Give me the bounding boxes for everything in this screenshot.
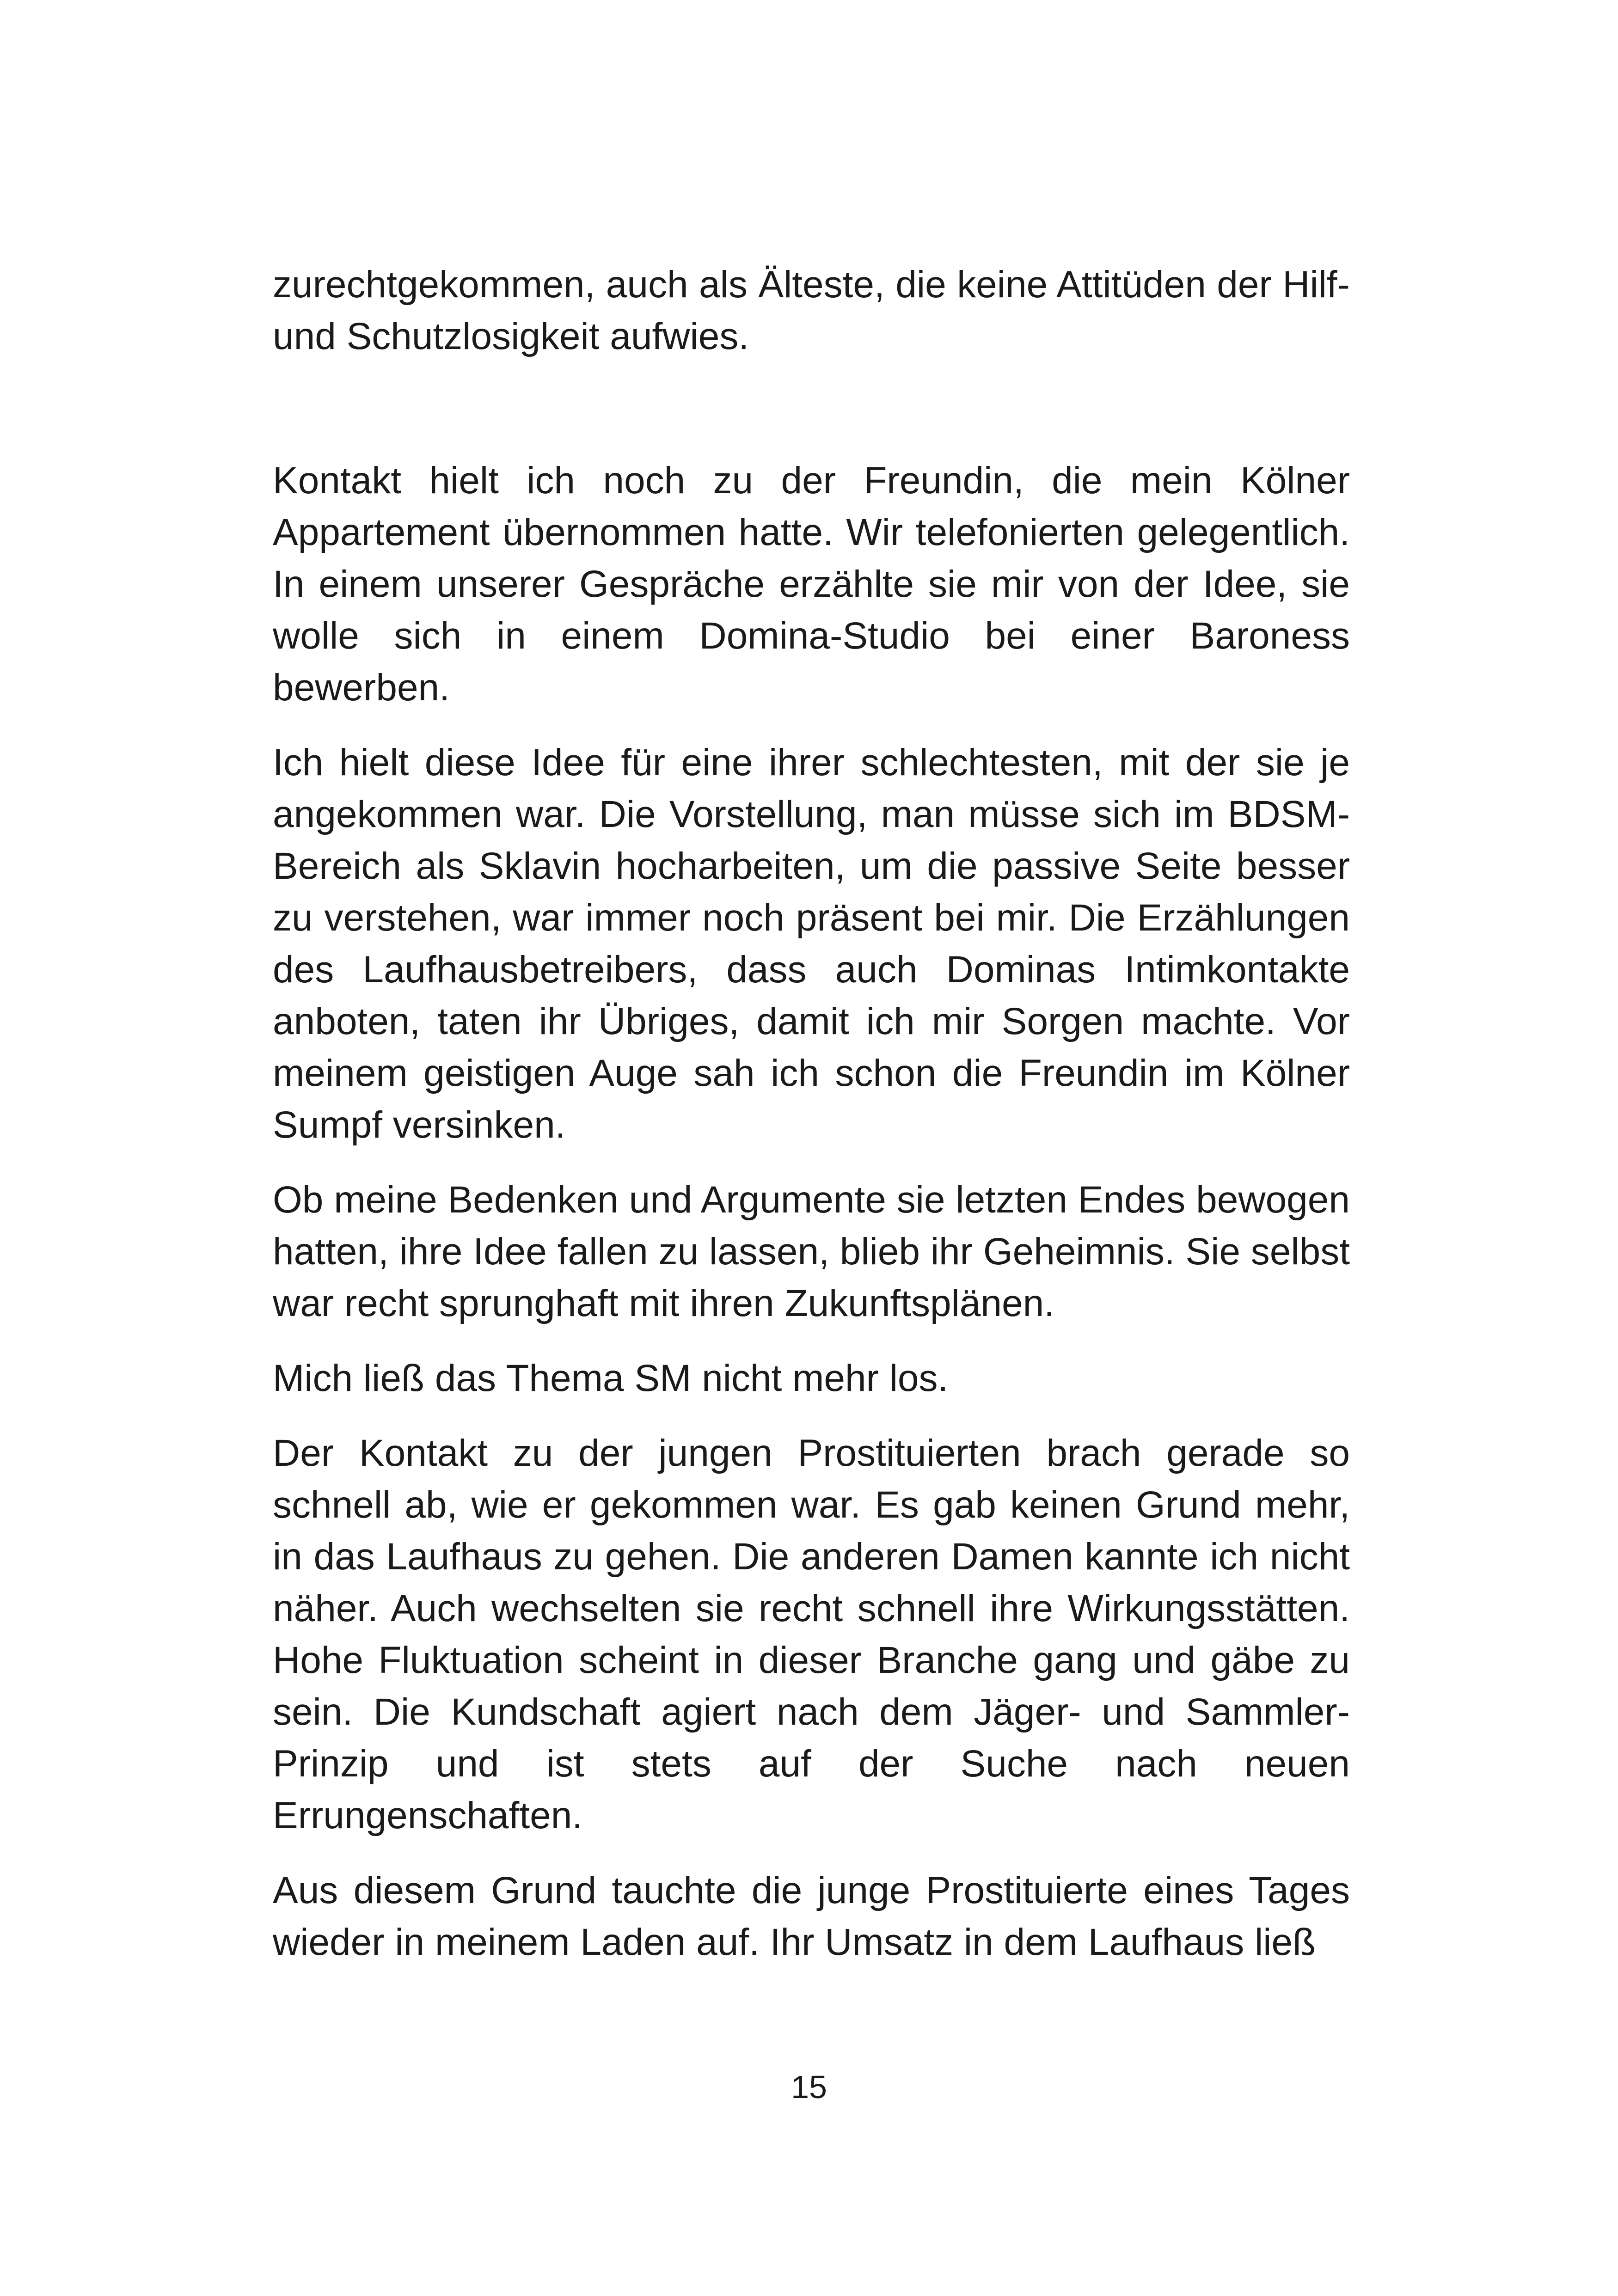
paragraph-7: Aus diesem Grund tauchte die junge Prostituierte eines Tages wieder in meinem Laden auf. Ihr Umsatz in dem Laufhaus ließ: [273, 1869, 1350, 1963]
page-number: 15: [791, 2069, 827, 2105]
body-text: [273, 259, 1350, 1991]
paragraph-4: Ob meine Bedenken und Argumente sie letzten Endes bewogen hatten, ihre Idee fallen zu lassen, blieb ihr Geheimnis. Sie selbst war recht sprunghaft mit ihren Zukunftsplänen.: [273, 1179, 1350, 1324]
paragraph-1: zurechtgekommen, auch als Älteste, die keine Attitüden der Hilf- und Schutzlosigkeit aufwies.: [273, 263, 1350, 357]
paragraph-5: Mich ließ das Thema SM nicht mehr los.: [273, 1357, 949, 1399]
paragraph-3: Ich hielt diese Idee für eine ihrer schlechtesten, mit der sie je angekommen war. Die Vorstellung, man müsse sich im BDSM-Bereich als Sklavin hocharbeiten, um die passive Seite besser zu verstehen, war immer noch präsent bei mir. Die Erzählungen des Laufhausbetreibers, dass auch Dominas Intimkontakte anboten, taten ihr Übriges, damit ich mir Sorgen machte. Vor meinem geistigen Auge sah ich schon die Freundin im Kölner Sumpf versinken.: [273, 741, 1350, 1146]
paragraph-2: Kontakt hielt ich noch zu der Freundin, die mein Kölner Appartement übernommen hatte. Wir telefonierten gelegentlich. In einem unserer Gespräche erzählte sie mir von der Idee, sie wolle sich in einem Domina-Studio bei einer Baroness bewerben.: [273, 459, 1350, 709]
paragraph-6: Der Kontakt zu der jungen Prostituierten brach gerade so schnell ab, wie er gekommen war. Es gab keinen Grund mehr, in das Laufhaus zu gehen. Die anderen Damen kannte ich nicht näher. Auch wechselten sie recht schnell ihre Wirkungsstätten. Hohe Fluktuation scheint in dieser Branche gang und gäbe zu sein. Die Kundschaft agiert nach dem Jäger- und Sammler-Prinzip und ist stets auf der Suche nach neuen Errungenschaften.: [273, 1432, 1350, 1837]
